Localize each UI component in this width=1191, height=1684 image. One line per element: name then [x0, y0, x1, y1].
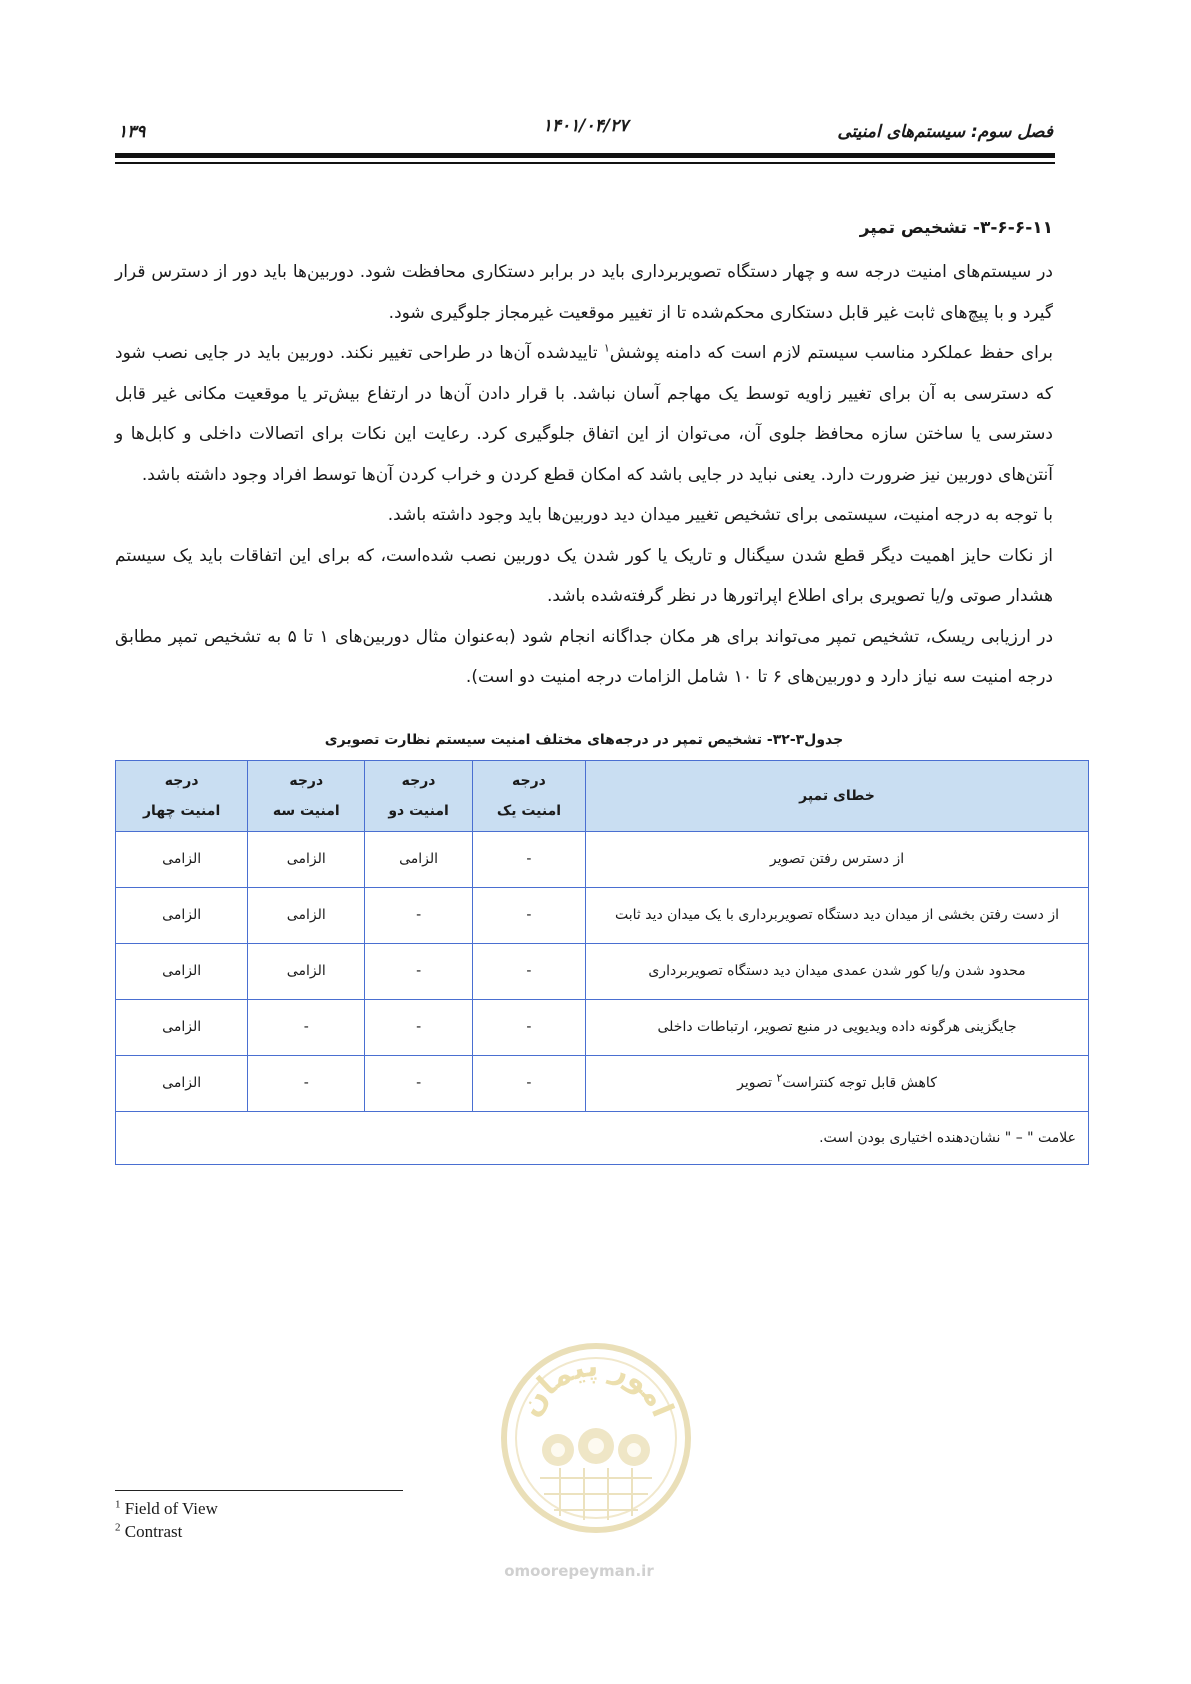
table-row: [116, 943, 1089, 999]
header-grade-1-line-2: امنیت یک: [496, 802, 562, 819]
cell-grade-3: الزامی: [248, 831, 365, 887]
tamper-table: [115, 760, 1089, 1165]
cell-fault: [586, 1055, 1089, 1111]
header-grade-1: [472, 760, 585, 831]
table-header-row: [116, 760, 1089, 831]
cell-grade-3: -: [248, 1055, 365, 1111]
table-row: [116, 831, 1089, 887]
cell-grade-4: الزامی: [116, 887, 248, 943]
cell-grade-4: الزامی: [116, 1055, 248, 1111]
cell-grade-3: الزامی: [248, 943, 365, 999]
footnote-ref-2[interactable]: ۲: [776, 1071, 783, 1085]
page-content: [115, 218, 1076, 1165]
section-title: ۳-۶-۶-۱۱- تشخیص تمپر: [859, 218, 1053, 238]
table-caption: جدول۳-۳۲- تشخیص تمپر در درجه‌های مختلف امنیت سیستم نظارت تصویری: [324, 731, 844, 748]
paragraph-1: در سیستم‌های امنیت درجه سه و چهار دستگاه تصویربرداری باید در برابر دستکاری محافظت شود. دوربین‌ها باید دور از دسترس قرار گیرد و با پیچ‌های ثابت غیر قابل دستکاری محکم‌شده تا از تغییر موقعیت غیرمجاز جلوگیری شود.: [115, 262, 1053, 323]
cell-grade-1: -: [472, 1055, 585, 1111]
cell-grade-1: -: [472, 943, 585, 999]
footnote-separator: [115, 1490, 403, 1491]
header-grade-2-line-2: امنیت دو: [388, 802, 449, 819]
footnote-2-text: Contrast: [124, 1522, 183, 1541]
cell-fault-text-end: تصویر: [737, 1075, 777, 1091]
cell-grade-2: -: [365, 999, 473, 1055]
watermark-logo-icon: [496, 1338, 696, 1538]
chapter-title: فصل سوم: سیستم‌های امنیتی: [837, 122, 1053, 142]
cell-grade-2: -: [365, 943, 473, 999]
header-date: ۱۴۰۱/۰۴/۲۷: [542, 116, 629, 136]
header-fault: خطای تمپر: [586, 760, 1089, 831]
watermark-logo-text: امور پیمان: [512, 1348, 681, 1423]
cell-fault: جایگزینی هرگونه داده ویدیویی در منبع تصویر، ارتباطات داخلی: [586, 999, 1089, 1055]
cell-grade-4: الزامی: [116, 999, 248, 1055]
page-number: ۱۳۹: [118, 122, 146, 142]
header-grade-3: [248, 760, 365, 831]
cell-grade-4: الزامی: [116, 943, 248, 999]
table-row: [116, 999, 1089, 1055]
header-rule-thin: [115, 162, 1055, 164]
cell-grade-1: -: [472, 831, 585, 887]
table-row: [116, 1055, 1089, 1111]
cell-grade-2: -: [365, 887, 473, 943]
footnote-1: [115, 1497, 218, 1520]
header-grade-1-line-1: درجه: [512, 772, 546, 789]
paragraph-4: از نکات حایز اهمیت دیگر قطع شدن سیگنال و تاریک یا کور شدن یک دوربین نصب شده‌است، که برای این اتفاقات باید یک سیستم هشدار صوتی و/یا تصویری برای اطلاع اپراتورها در نظر گرفته‌شده باشد.: [115, 545, 1053, 606]
page-header: [118, 112, 1053, 152]
header-rule-thick: [115, 153, 1055, 158]
cell-fault: از دست رفتن بخشی از میدان دید دستگاه تصویربرداری با یک میدان دید ثابت: [586, 887, 1089, 943]
cell-grade-1: -: [472, 887, 585, 943]
header-grade-2: [365, 760, 473, 831]
footnote-ref-1[interactable]: ۱: [603, 341, 610, 355]
paragraph-2: [115, 333, 1053, 495]
paragraph-3: با توجه به درجه امنیت، سیستمی برای تشخیص تغییر میدان دید دوربین‌ها باید وجود داشته باشد.: [387, 505, 1053, 525]
table-row: [116, 887, 1089, 943]
cell-grade-3: الزامی: [248, 887, 365, 943]
paragraph-2-end: تاییدشده آن‌ها در طراحی تغییر نکند. دوربین باید در جایی نصب شود که دسترسی به آن برای تغییر زاویه توسط یک مهاجم آسان نباشد. با قرار دادن آن‌ها در ارتفاع بیش‌تر یا موقعیت مکانی غیر قابل دسترسی یا ساختن سازه محافظ جلوی آن، می‌توان از این اتفاق جلوگیری کرد. رعایت این نکات برای اتصالات داخلی و کابل‌ها و آنتن‌های دوربین نیز ضرورت دارد. یعنی نباید در جایی باشد که امکان قطع کردن و خراب کردن آن‌ها توسط افراد وجود داشته باشد.: [115, 343, 1053, 485]
footnote-1-number: 1: [115, 1498, 121, 1511]
header-grade-4-line-2: امنیت چهار: [143, 802, 221, 819]
header-grade-3-line-1: درجه: [289, 772, 324, 789]
paragraph-2-start: برای حفظ عملکرد مناسب سیستم لازم است که دامنه پوشش: [609, 343, 1054, 363]
cell-grade-1: -: [472, 999, 585, 1055]
header-grade-4-line-1: درجه: [164, 772, 199, 789]
watermark-site: omoorepeyman.ir: [504, 1562, 654, 1580]
footnote-2: [115, 1520, 218, 1543]
cell-fault: محدود شدن و/یا کور شدن عمدی میدان دید دستگاه تصویربرداری: [586, 943, 1089, 999]
header-grade-2-line-1: درجه: [401, 772, 436, 789]
svg-text:امور پیمان: [512, 1349, 680, 1423]
cell-fault-text: کاهش قابل توجه کنتراست: [782, 1075, 937, 1091]
cell-grade-2: الزامی: [365, 831, 473, 887]
header-grade-3-line-2: امنیت سه: [272, 802, 340, 819]
footnote-1-text: Field of View: [124, 1499, 218, 1518]
table-note: علامت " – " نشان‌دهنده اختیاری بودن است.: [116, 1111, 1089, 1164]
footnotes: [115, 1497, 218, 1543]
cell-grade-4: الزامی: [116, 831, 248, 887]
cell-grade-3: -: [248, 999, 365, 1055]
table-note-row: [116, 1111, 1089, 1164]
paragraph-5: در ارزیابی ریسک، تشخیص تمپر می‌تواند برای هر مکان جداگانه انجام شود (به‌عنوان مثال دوربین‌های ۱ تا ۵ به تشخیص تمپر مطابق درجه امنیت سه نیاز دارد و دوربین‌های ۶ تا ۱۰ شامل الزامات درجه امنیت دو است).: [115, 626, 1054, 687]
cell-fault: از دسترس رفتن تصویر: [586, 831, 1089, 887]
cell-grade-2: -: [365, 1055, 473, 1111]
footnote-2-number: 2: [115, 1521, 121, 1534]
header-grade-4: [116, 760, 248, 831]
